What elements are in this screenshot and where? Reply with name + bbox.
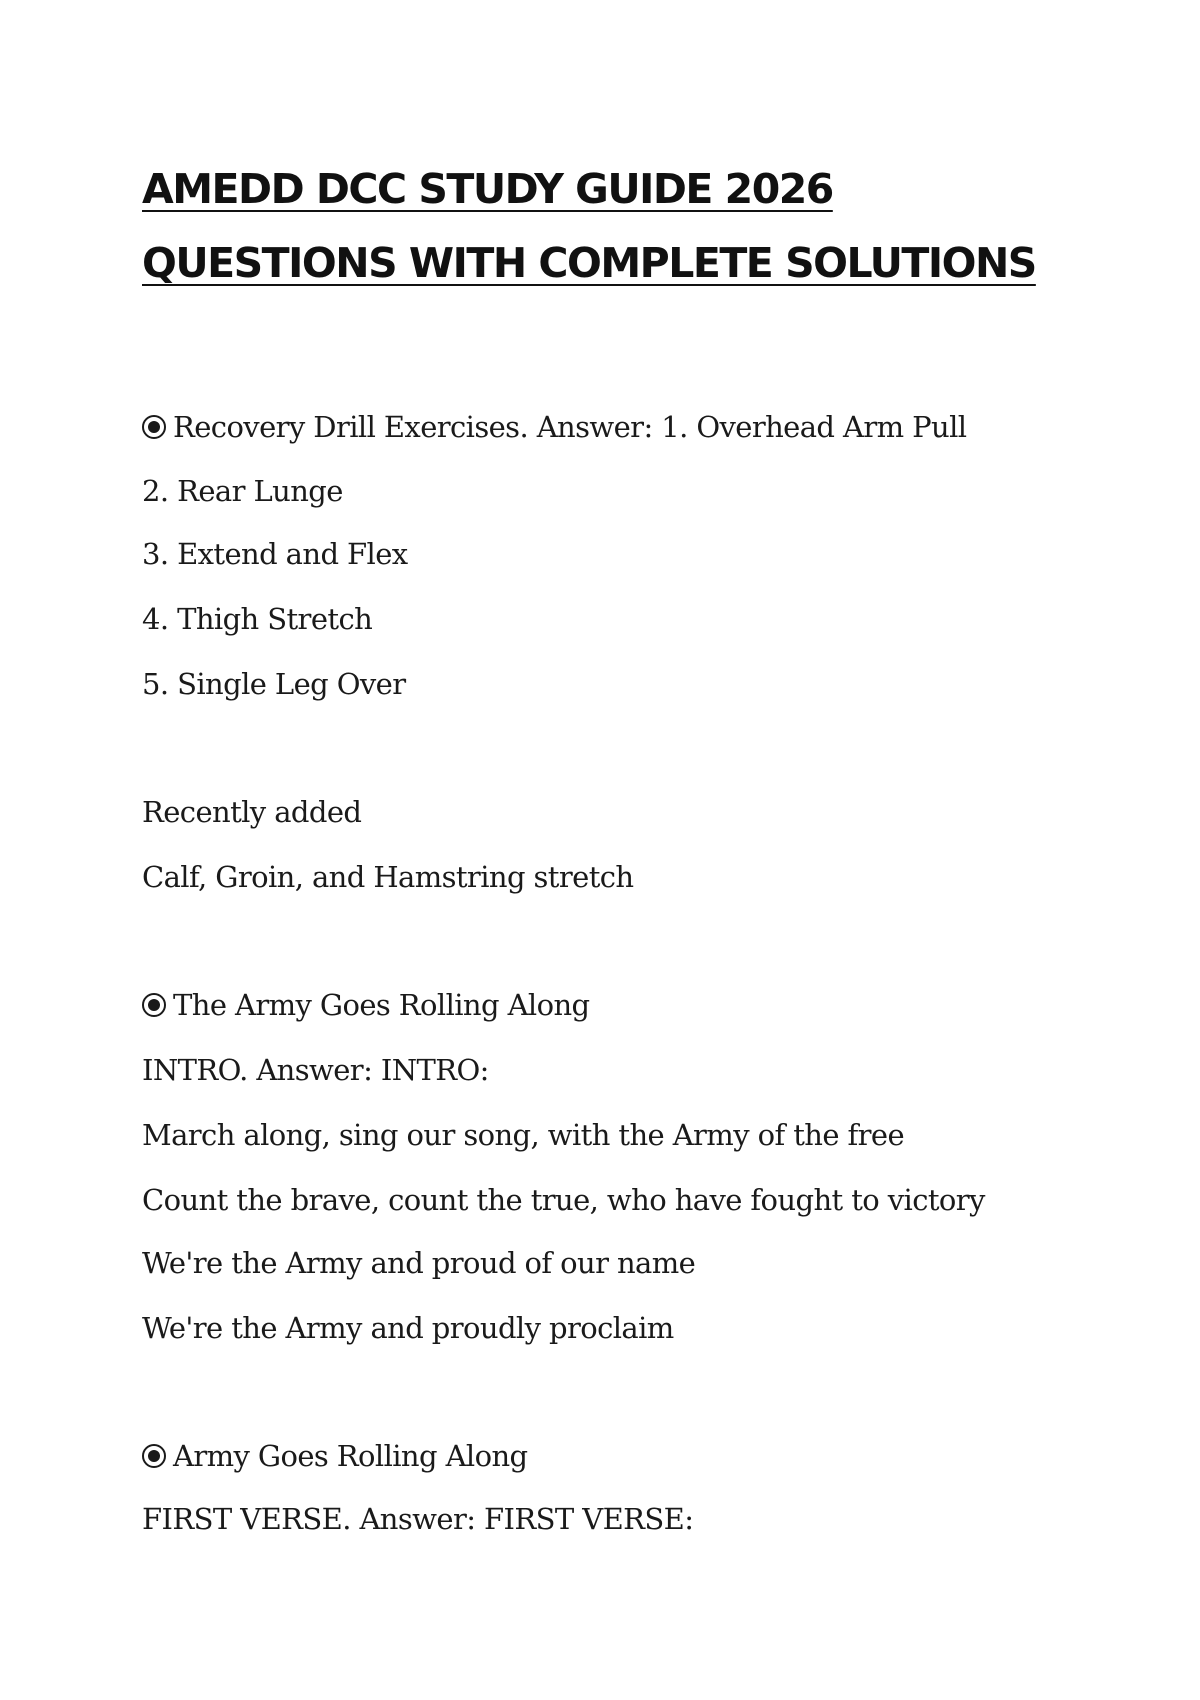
answer-line: 3. Extend and Flex: [142, 537, 408, 571]
radio-bullet-icon: [142, 993, 166, 1017]
radio-bullet-icon: [142, 415, 166, 439]
note-line: Calf, Groin, and Hamstring stretch: [142, 860, 634, 894]
answer-line: FIRST VERSE. Answer: FIRST VERSE:: [142, 1502, 694, 1536]
answer-line: 4. Thigh Stretch: [142, 602, 373, 636]
answer-line: We're the Army and proudly proclaim: [142, 1311, 674, 1345]
note-line: Recently added: [142, 795, 362, 829]
document-title: AMEDD DCC STUDY GUIDE 2026 QUESTIONS WITH COMPLETE SOLUTIONS: [142, 165, 1036, 287]
answer-line: 5. Single Leg Over: [142, 667, 406, 701]
question-recovery-drill: [142, 407, 966, 447]
answer-line: Count the brave, count the true, who have fought to victory: [142, 1183, 985, 1217]
answer-line: We're the Army and proud of our name: [142, 1246, 696, 1280]
radio-bullet-icon: [142, 1444, 166, 1468]
answer-line: 2. Rear Lunge: [142, 474, 343, 508]
question-text: Army Goes Rolling Along: [173, 1439, 528, 1473]
question-army-goes-rolling-along: [142, 985, 590, 1025]
answer-line: INTRO. Answer: INTRO:: [142, 1053, 489, 1087]
question-text: Recovery Drill Exercises. Answer: 1. Overhead Arm Pull: [173, 410, 967, 444]
question-text: The Army Goes Rolling Along: [173, 988, 590, 1022]
answer-line: March along, sing our song, with the Army of the free: [142, 1118, 905, 1152]
question-army-goes-rolling-along-first-verse: [142, 1436, 528, 1476]
